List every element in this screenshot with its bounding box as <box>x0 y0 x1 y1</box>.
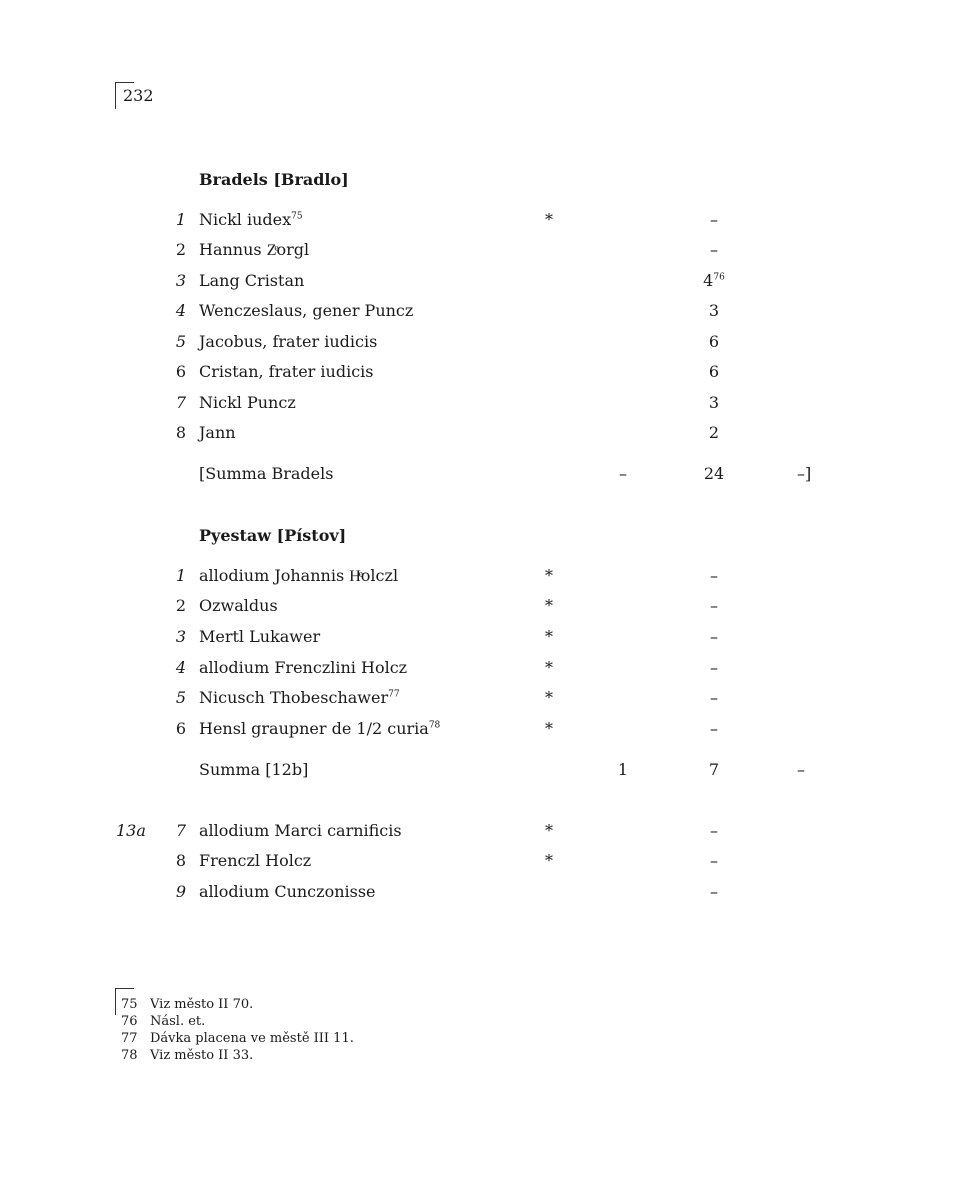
row-name: Lang Cristan <box>199 271 305 290</box>
row-value-2: – <box>710 882 718 901</box>
summary-value-2: 7 <box>708 760 720 779</box>
summary-value-2: 24 <box>703 464 725 483</box>
row-value-2: 2 <box>708 423 720 442</box>
footnote <box>0 997 960 1014</box>
table-row <box>0 301 960 325</box>
row-mark: * <box>545 658 553 677</box>
summary-row <box>0 464 960 488</box>
summary-value-1: 1 <box>617 760 629 779</box>
table-row <box>0 332 960 356</box>
table-row <box>0 566 960 590</box>
summary-value-3: –] <box>797 464 812 483</box>
footnote <box>0 1031 960 1048</box>
footnote-ref: 78 <box>428 720 441 731</box>
row-name: Nickl iudex$^{75}$ <box>199 210 303 229</box>
row-number: 4 <box>175 301 186 320</box>
row-value-2: 6 <box>708 332 720 351</box>
row-name: Jacobus, frater iudicis <box>199 332 378 351</box>
row-number: 6 <box>175 362 186 381</box>
table-row <box>0 271 960 295</box>
row-name: allodium Johannis Hͤolczl <box>199 566 399 585</box>
row-number: 7 <box>175 821 186 840</box>
table-row <box>0 240 960 264</box>
table-row <box>0 393 960 417</box>
row-value-2: – <box>710 821 718 840</box>
row-number: 2 <box>175 240 186 259</box>
summary-value-3: – <box>797 760 805 779</box>
table-row <box>0 362 960 386</box>
footnote-number: 77 <box>121 1031 138 1046</box>
row-name: Cristan, frater iudicis <box>199 362 374 381</box>
table-row <box>0 627 960 651</box>
row-number: 6 <box>175 719 186 738</box>
table-row <box>0 596 960 620</box>
footnote-ref: 75 <box>291 211 303 222</box>
row-name: allodium Cunczonisse <box>199 882 376 901</box>
page-number: 232 <box>123 86 154 105</box>
section-heading: Bradels [Bradlo] <box>199 170 349 189</box>
row-number: 9 <box>175 882 186 901</box>
footnote-text: Násl. et. <box>150 1014 206 1029</box>
row-number: 5 <box>175 688 186 707</box>
table-row <box>0 688 960 712</box>
row-mark: * <box>545 688 553 707</box>
footnote-ref: 76 <box>713 272 725 283</box>
row-name: Ozwaldus <box>199 596 278 615</box>
row-mark: * <box>545 566 553 585</box>
row-number: 3 <box>175 271 186 290</box>
row-name: Wenczeslaus, gener Puncz <box>199 301 414 320</box>
row-number: 8 <box>175 851 186 870</box>
summary-label: Summa [12b] <box>199 760 309 779</box>
footnote-text: Viz město II 70. <box>150 997 254 1012</box>
row-value-2: – <box>710 240 718 259</box>
row-value-2: – <box>710 658 718 677</box>
row-number: 4 <box>175 658 186 677</box>
row-name: Hensl graupner de 1/2 curia$^{78}$ <box>199 719 441 738</box>
row-value-2: – <box>710 688 718 707</box>
row-number: 8 <box>175 423 186 442</box>
footnote-number: 78 <box>121 1048 138 1063</box>
row-value-2: 3 <box>708 393 720 412</box>
row-number: 1 <box>175 566 186 585</box>
row-value-2: – <box>710 596 718 615</box>
row-name: Nickl Puncz <box>199 393 296 412</box>
table-row <box>0 210 960 234</box>
row-value-2: – <box>710 719 718 738</box>
row-mark: * <box>545 596 553 615</box>
footnote-number: 75 <box>121 997 138 1012</box>
row-name: allodium Marci carnificis <box>199 821 402 840</box>
footnote <box>0 1048 960 1065</box>
row-name: Jann <box>199 423 236 442</box>
summary-value-1: – <box>619 464 627 483</box>
row-number: 2 <box>175 596 186 615</box>
row-name: Hannus Zͤorgl <box>199 240 310 259</box>
row-name: allodium Frenczlini Holcz <box>199 658 408 677</box>
table-row <box>0 821 960 845</box>
row-number: 1 <box>175 210 186 229</box>
footnote-text: Viz město II 33. <box>150 1048 254 1063</box>
row-name: Nicusch Thobeschawer$^{77}$ <box>199 688 400 707</box>
table-row <box>0 882 960 906</box>
row-value-2: – <box>710 851 718 870</box>
table-row <box>0 658 960 682</box>
row-name: Frenczl Holcz <box>199 851 312 870</box>
row-number: 3 <box>175 627 186 646</box>
row-value-2: – <box>710 627 718 646</box>
summary-row <box>0 760 960 784</box>
footnote <box>0 1014 960 1031</box>
section-heading: Pyestaw [Pístov] <box>199 526 347 545</box>
row-value-2: – <box>710 210 718 229</box>
row-mark: * <box>545 821 553 840</box>
row-value-2: 6 <box>708 362 720 381</box>
footnote-number: 76 <box>121 1014 138 1029</box>
row-number: 5 <box>175 332 186 351</box>
row-mark: * <box>545 210 553 229</box>
footnote-ref: 77 <box>388 689 400 700</box>
table-row <box>0 719 960 743</box>
table-row <box>0 423 960 447</box>
row-number: 7 <box>175 393 186 412</box>
summary-label: [Summa Bradels <box>199 464 334 483</box>
row-mark: * <box>545 627 553 646</box>
table-row <box>0 851 960 875</box>
row-value-2: – <box>710 566 718 585</box>
row-value-2: 3 <box>708 301 720 320</box>
row-name: Mertl Lukawer <box>199 627 321 646</box>
row-value-2: $4^{76}$ <box>703 271 725 290</box>
footnote-text: Dávka placena ve městě III 11. <box>150 1031 354 1046</box>
row-mark: * <box>545 719 553 738</box>
margin-folio-label: 13a <box>116 821 146 840</box>
row-mark: * <box>545 851 553 870</box>
